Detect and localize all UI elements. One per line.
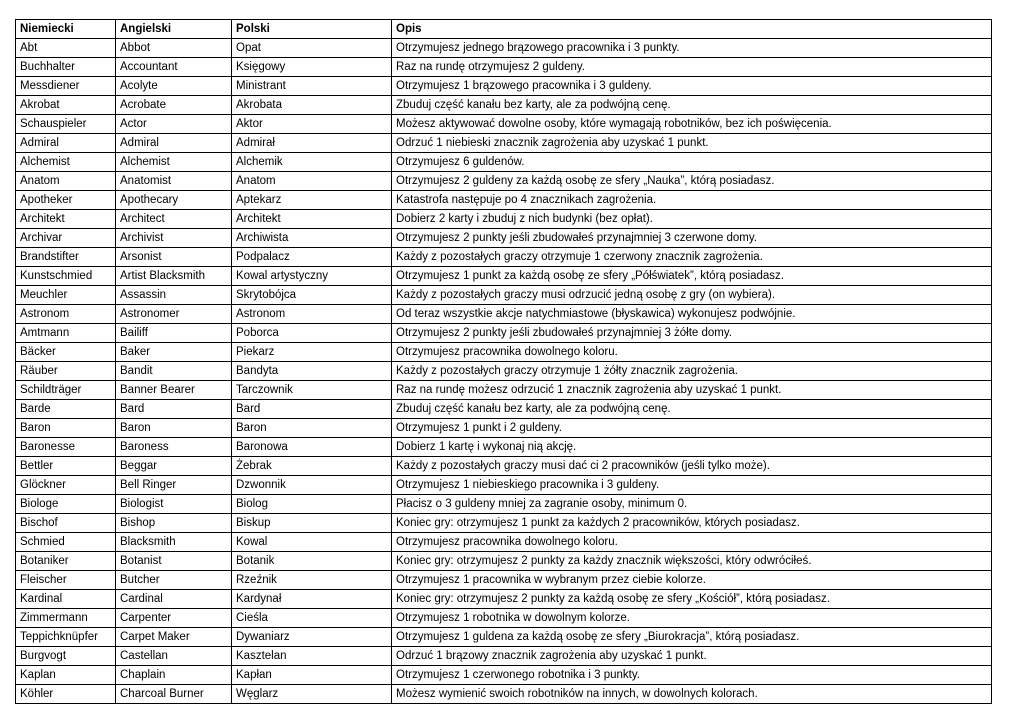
cell-english: Admiral: [116, 134, 232, 153]
cell-polish: Tarczownik: [232, 381, 392, 400]
table-row: [16, 172, 992, 191]
header-english: Angielski: [116, 20, 232, 39]
cell-english: Bard: [116, 400, 232, 419]
cell-polish: Opat: [232, 39, 392, 58]
cell-german: Zimmermann: [16, 609, 116, 628]
table-row: [16, 457, 992, 476]
cell-description: Każdy z pozostałych graczy musi dać ci 2 pracowników (jeśli tylko może).: [392, 457, 992, 476]
cell-description: Otrzymujesz pracownika dowolnego koloru.: [392, 343, 992, 362]
cell-description: Koniec gry: otrzymujesz 1 punkt za każdych 2 pracowników, których posiadasz.: [392, 514, 992, 533]
cell-german: Burgvogt: [16, 647, 116, 666]
header-row: [16, 20, 992, 39]
cell-polish: Kardynał: [232, 590, 392, 609]
cell-english: Baron: [116, 419, 232, 438]
cell-german: Apotheker: [16, 191, 116, 210]
cell-polish: Botanik: [232, 552, 392, 571]
cell-english: Bandit: [116, 362, 232, 381]
table-row: [16, 495, 992, 514]
cell-english: Anatomist: [116, 172, 232, 191]
cell-german: Baronesse: [16, 438, 116, 457]
cell-english: Butcher: [116, 571, 232, 590]
cell-description: Otrzymujesz 1 niebieskiego pracownika i 3 guldeny.: [392, 476, 992, 495]
cell-polish: Rzeźnik: [232, 571, 392, 590]
table-row: [16, 476, 992, 495]
cell-description: Otrzymujesz 6 guldenów.: [392, 153, 992, 172]
cell-german: Kunstschmied: [16, 267, 116, 286]
table-row: [16, 58, 992, 77]
cell-description: Możesz wymienić swoich robotników na innych, w dowolnych kolorach.: [392, 685, 992, 704]
cell-description: Otrzymujesz 2 guldeny za każdą osobę ze sfery „Nauka”, którą posiadasz.: [392, 172, 992, 191]
cell-description: Od teraz wszystkie akcje natychmiastowe (błyskawica) wykonujesz podwójnie.: [392, 305, 992, 324]
cell-english: Acrobate: [116, 96, 232, 115]
header-description: Opis: [392, 20, 992, 39]
table-row: [16, 590, 992, 609]
cell-german: Baron: [16, 419, 116, 438]
table-row: [16, 153, 992, 172]
cell-german: Architekt: [16, 210, 116, 229]
cell-description: Otrzymujesz 1 pracownika w wybranym przez ciebie kolorze.: [392, 571, 992, 590]
cell-description: Możesz aktywować dowolne osoby, które wymagają robotników, bez ich poświęcenia.: [392, 115, 992, 134]
cell-english: Astronomer: [116, 305, 232, 324]
cell-german: Anatom: [16, 172, 116, 191]
cell-description: Odrzuć 1 niebieski znacznik zagrożenia aby uzyskać 1 punkt.: [392, 134, 992, 153]
cell-description: Otrzymujesz 2 punkty jeśli zbudowałeś przynajmniej 3 czerwone domy.: [392, 229, 992, 248]
cell-polish: Aktor: [232, 115, 392, 134]
cell-description: Raz na rundę możesz odrzucić 1 znacznik zagrożenia aby uzyskać 1 punkt.: [392, 381, 992, 400]
table-row: [16, 191, 992, 210]
table-row: [16, 647, 992, 666]
table-row: [16, 134, 992, 153]
cell-german: Messdiener: [16, 77, 116, 96]
cell-description: Otrzymujesz pracownika dowolnego koloru.: [392, 533, 992, 552]
cell-polish: Astronom: [232, 305, 392, 324]
cell-polish: Aptekarz: [232, 191, 392, 210]
header-german: Niemiecki: [16, 20, 116, 39]
table-row: [16, 210, 992, 229]
cell-german: Abt: [16, 39, 116, 58]
table-row: [16, 571, 992, 590]
cell-english: Cardinal: [116, 590, 232, 609]
cell-english: Blacksmith: [116, 533, 232, 552]
cell-english: Actor: [116, 115, 232, 134]
cell-german: Akrobat: [16, 96, 116, 115]
cell-description: Dobierz 1 kartę i wykonaj nią akcję.: [392, 438, 992, 457]
table-header: [16, 20, 992, 39]
table-row: [16, 552, 992, 571]
cell-german: Kardinal: [16, 590, 116, 609]
cell-english: Accountant: [116, 58, 232, 77]
cell-polish: Alchemik: [232, 153, 392, 172]
cell-english: Archivist: [116, 229, 232, 248]
cell-polish: Kowal: [232, 533, 392, 552]
cell-english: Arsonist: [116, 248, 232, 267]
cell-polish: Architekt: [232, 210, 392, 229]
cell-description: Raz na rundę otrzymujesz 2 guldeny.: [392, 58, 992, 77]
table-row: [16, 324, 992, 343]
cell-description: Otrzymujesz 1 robotnika w dowolnym kolorze.: [392, 609, 992, 628]
cell-description: Otrzymujesz 2 punkty jeśli zbudowałeś przynajmniej 3 żółte domy.: [392, 324, 992, 343]
cell-polish: Biolog: [232, 495, 392, 514]
cell-german: Brandstifter: [16, 248, 116, 267]
cell-german: Alchemist: [16, 153, 116, 172]
cell-polish: Bandyta: [232, 362, 392, 381]
table-row: [16, 514, 992, 533]
cell-polish: Kowal artystyczny: [232, 267, 392, 286]
cell-description: Dobierz 2 karty i zbuduj z nich budynki (bez opłat).: [392, 210, 992, 229]
table-row: [16, 628, 992, 647]
cell-polish: Dywaniarz: [232, 628, 392, 647]
cell-description: Otrzymujesz jednego brązowego pracownika i 3 punkty.: [392, 39, 992, 58]
cell-description: Katastrofa następuje po 4 znacznikach zagrożenia.: [392, 191, 992, 210]
cell-description: Otrzymujesz 1 guldena za każdą osobę ze sfery „Biurokracja”, którą posiadasz.: [392, 628, 992, 647]
cell-polish: Skrytobójca: [232, 286, 392, 305]
cell-english: Carpenter: [116, 609, 232, 628]
cell-polish: Poborca: [232, 324, 392, 343]
cell-polish: Akrobata: [232, 96, 392, 115]
cell-english: Assassin: [116, 286, 232, 305]
cell-polish: Anatom: [232, 172, 392, 191]
cell-polish: Kapłan: [232, 666, 392, 685]
cell-german: Teppichknüpfer: [16, 628, 116, 647]
cell-description: Każdy z pozostałych graczy musi odrzucić jedną osobę z gry (on wybiera).: [392, 286, 992, 305]
cell-polish: Ministrant: [232, 77, 392, 96]
cell-description: Zbuduj część kanału bez karty, ale za podwójną cenę.: [392, 96, 992, 115]
cell-german: Köhler: [16, 685, 116, 704]
cell-polish: Dzwonnik: [232, 476, 392, 495]
cell-german: Barde: [16, 400, 116, 419]
table-row: [16, 248, 992, 267]
cell-german: Bettler: [16, 457, 116, 476]
card-table: [15, 19, 992, 704]
cell-german: Bischof: [16, 514, 116, 533]
cell-german: Räuber: [16, 362, 116, 381]
cell-polish: Baron: [232, 419, 392, 438]
table-row: [16, 419, 992, 438]
cell-english: Castellan: [116, 647, 232, 666]
cell-description: Otrzymujesz 1 brązowego pracownika i 3 guldeny.: [392, 77, 992, 96]
table-row: [16, 343, 992, 362]
cell-english: Chaplain: [116, 666, 232, 685]
cell-german: Botaniker: [16, 552, 116, 571]
table-row: [16, 533, 992, 552]
cell-polish: Kasztelan: [232, 647, 392, 666]
table-row: [16, 362, 992, 381]
cell-english: Bell Ringer: [116, 476, 232, 495]
table-row: [16, 96, 992, 115]
table-row: [16, 115, 992, 134]
cell-english: Banner Bearer: [116, 381, 232, 400]
table-row: [16, 381, 992, 400]
table-row: [16, 229, 992, 248]
cell-english: Apothecary: [116, 191, 232, 210]
cell-english: Bailiff: [116, 324, 232, 343]
cell-english: Charcoal Burner: [116, 685, 232, 704]
cell-english: Biologist: [116, 495, 232, 514]
table-row: [16, 400, 992, 419]
cell-description: Koniec gry: otrzymujesz 2 punkty za każdy znacznik większości, który odwróciłeś.: [392, 552, 992, 571]
cell-english: Carpet Maker: [116, 628, 232, 647]
header-polish: Polski: [232, 20, 392, 39]
cell-german: Buchhalter: [16, 58, 116, 77]
cell-english: Bishop: [116, 514, 232, 533]
cell-english: Acolyte: [116, 77, 232, 96]
cell-english: Beggar: [116, 457, 232, 476]
cell-english: Architect: [116, 210, 232, 229]
table-row: [16, 77, 992, 96]
cell-description: Płacisz o 3 guldeny mniej za zagranie osoby, minimum 0.: [392, 495, 992, 514]
table-row: [16, 685, 992, 704]
cell-english: Baroness: [116, 438, 232, 457]
table-row: [16, 267, 992, 286]
cell-description: Zbuduj część kanału bez karty, ale za podwójną cenę.: [392, 400, 992, 419]
cell-description: Otrzymujesz 1 czerwonego robotnika i 3 punkty.: [392, 666, 992, 685]
table-row: [16, 609, 992, 628]
cell-german: Astronom: [16, 305, 116, 324]
cell-german: Schildträger: [16, 381, 116, 400]
cell-polish: Podpalacz: [232, 248, 392, 267]
cell-english: Artist Blacksmith: [116, 267, 232, 286]
cell-german: Meuchler: [16, 286, 116, 305]
cell-polish: Biskup: [232, 514, 392, 533]
cell-description: Każdy z pozostałych graczy otrzymuje 1 żółty znacznik zagrożenia.: [392, 362, 992, 381]
cell-german: Schauspieler: [16, 115, 116, 134]
cell-polish: Cieśla: [232, 609, 392, 628]
table-row: [16, 666, 992, 685]
cell-german: Schmied: [16, 533, 116, 552]
cell-polish: Węglarz: [232, 685, 392, 704]
table-row: [16, 438, 992, 457]
cell-german: Bäcker: [16, 343, 116, 362]
cell-description: Każdy z pozostałych graczy otrzymuje 1 czerwony znacznik zagrożenia.: [392, 248, 992, 267]
table-body: [16, 39, 992, 704]
table-row: [16, 305, 992, 324]
cell-german: Fleischer: [16, 571, 116, 590]
cell-polish: Księgowy: [232, 58, 392, 77]
cell-english: Alchemist: [116, 153, 232, 172]
cell-polish: Piekarz: [232, 343, 392, 362]
cell-german: Biologe: [16, 495, 116, 514]
cell-german: Amtmann: [16, 324, 116, 343]
cell-polish: Bard: [232, 400, 392, 419]
cell-description: Otrzymujesz 1 punkt i 2 guldeny.: [392, 419, 992, 438]
cell-english: Abbot: [116, 39, 232, 58]
table-row: [16, 286, 992, 305]
cell-german: Glöckner: [16, 476, 116, 495]
cell-description: Odrzuć 1 brązowy znacznik zagrożenia aby uzyskać 1 punkt.: [392, 647, 992, 666]
cell-german: Kaplan: [16, 666, 116, 685]
table-row: [16, 39, 992, 58]
cell-german: Admiral: [16, 134, 116, 153]
cell-polish: Baronowa: [232, 438, 392, 457]
cell-description: Otrzymujesz 1 punkt za każdą osobę ze sfery „Półświatek”, którą posiadasz.: [392, 267, 992, 286]
cell-polish: Żebrak: [232, 457, 392, 476]
cell-english: Botanist: [116, 552, 232, 571]
cell-description: Koniec gry: otrzymujesz 2 punkty za każdą osobę ze sfery „Kościół”, którą posiadasz.: [392, 590, 992, 609]
cell-german: Archivar: [16, 229, 116, 248]
cell-polish: Archiwista: [232, 229, 392, 248]
cell-polish: Admirał: [232, 134, 392, 153]
cell-english: Baker: [116, 343, 232, 362]
